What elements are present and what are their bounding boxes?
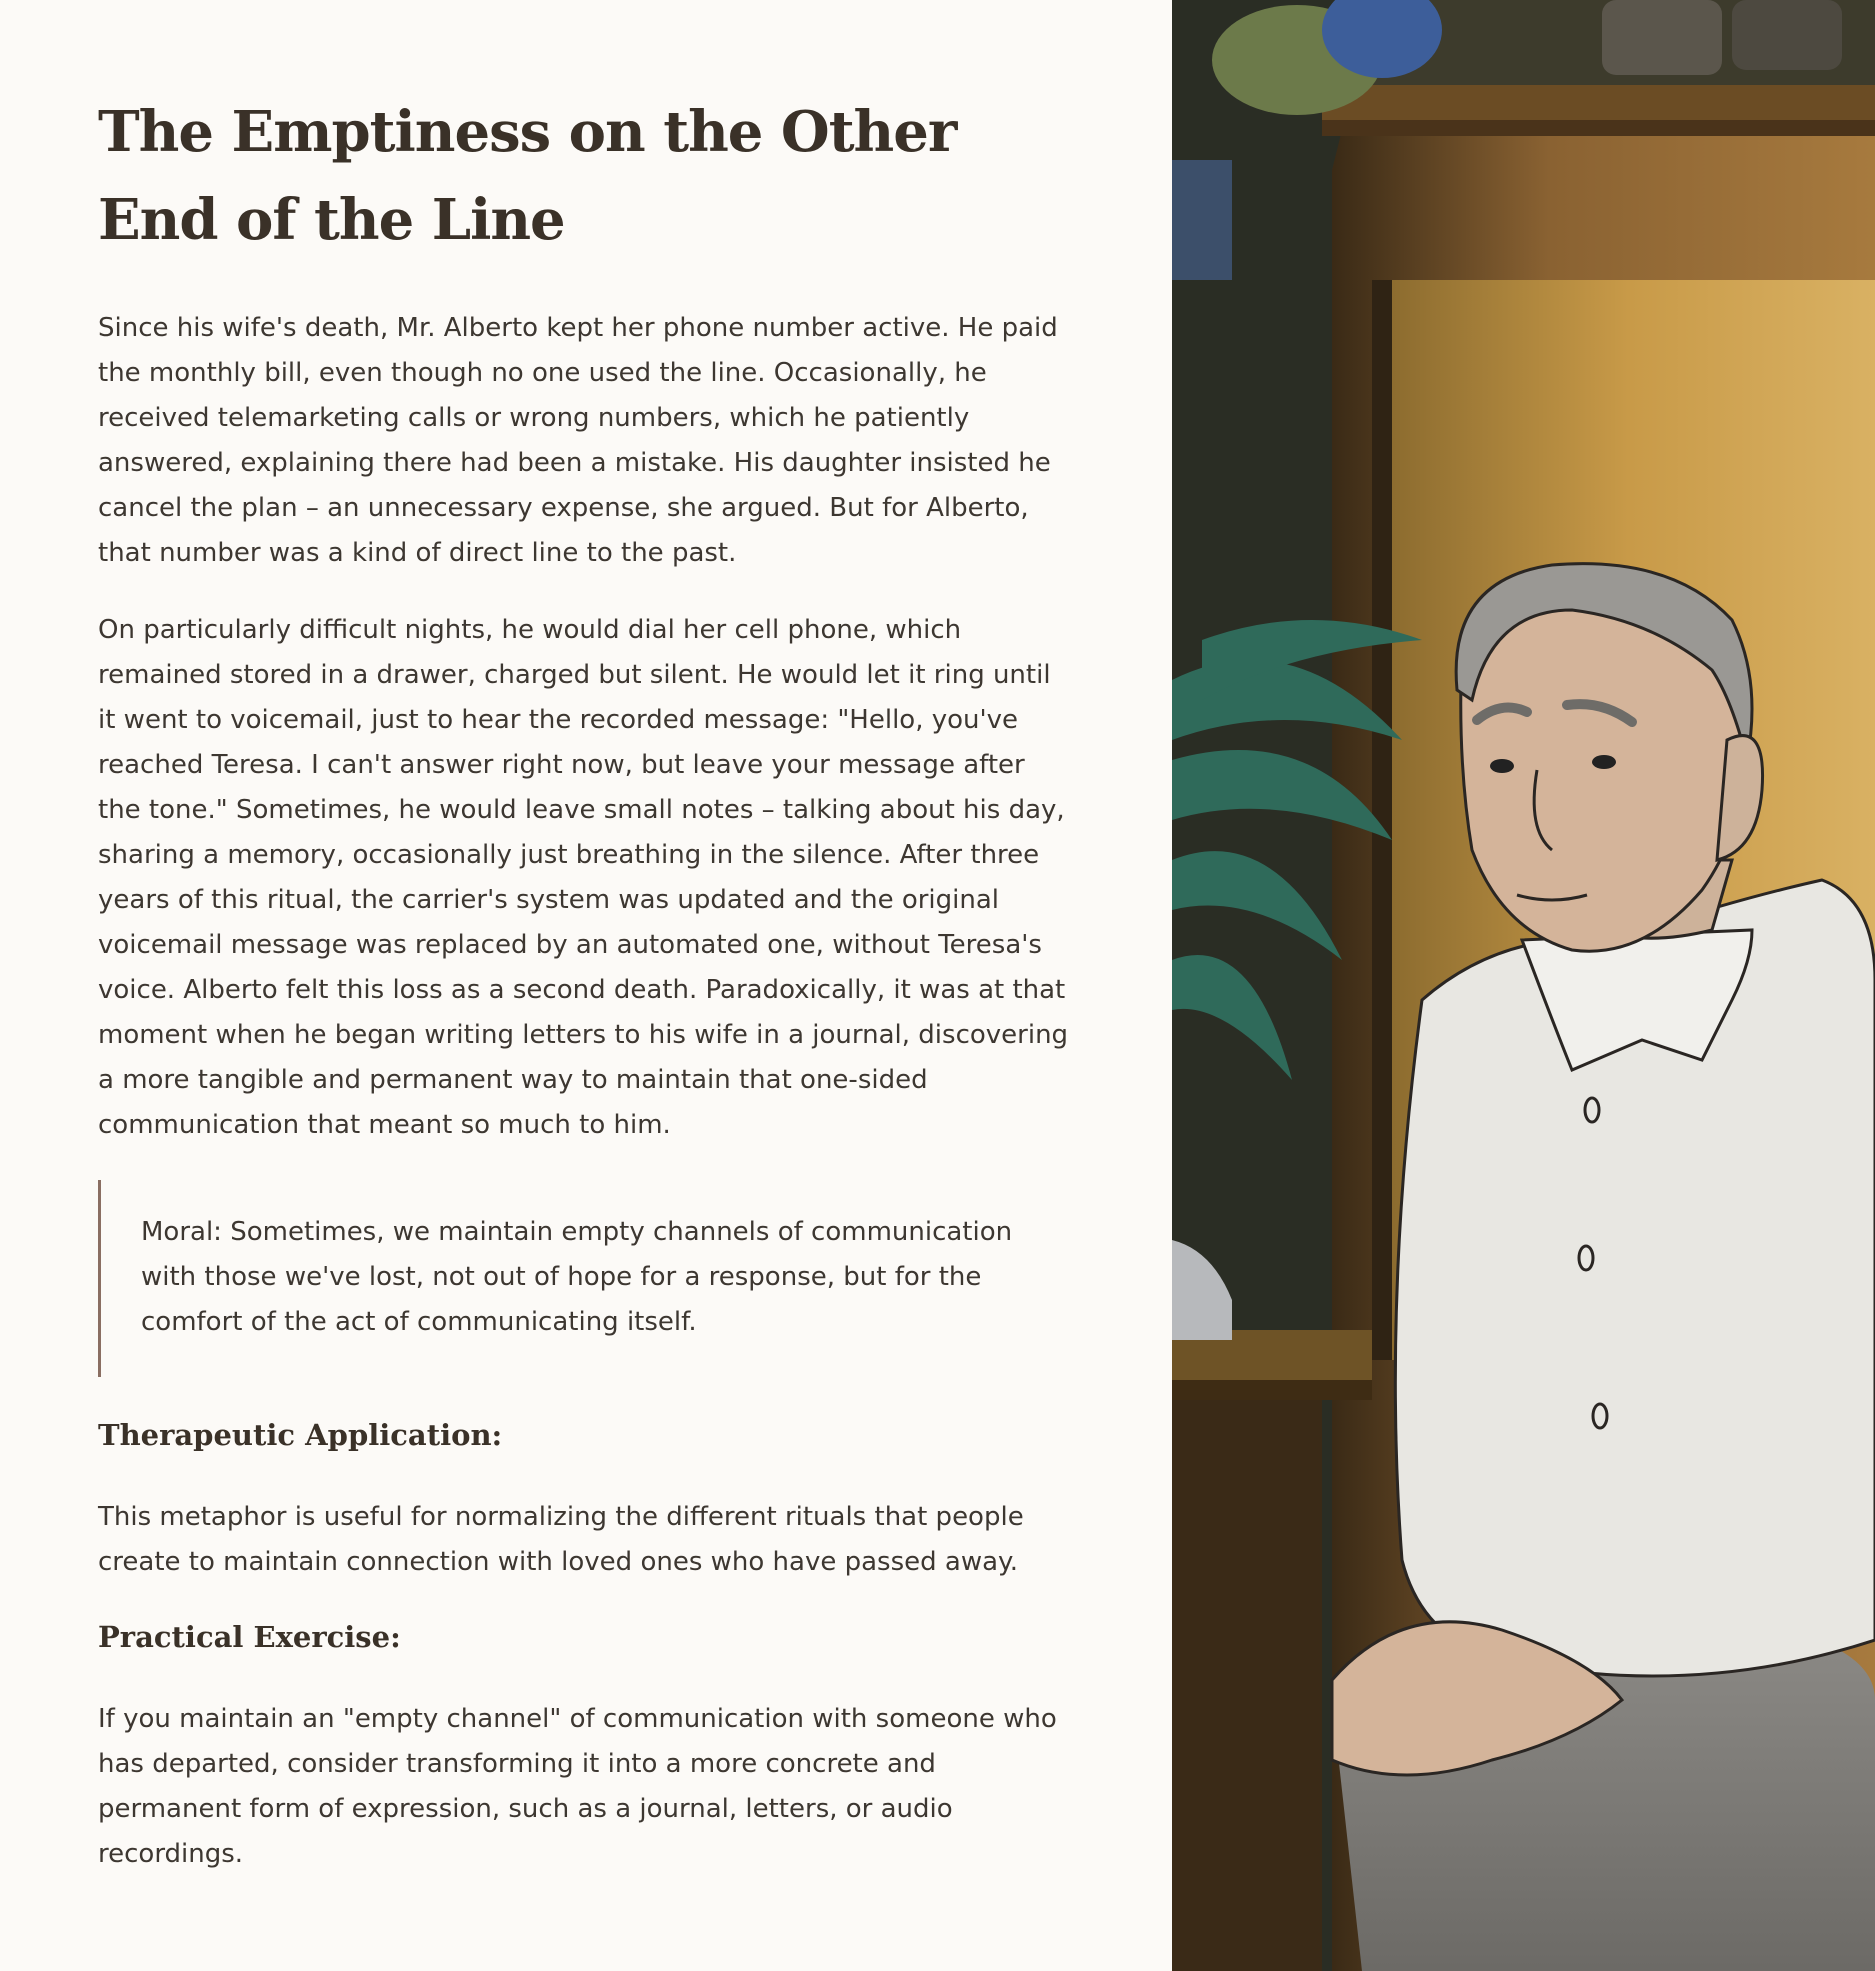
moral-text: Moral: Sometimes, we maintain empty channels of communication with those we've lost, not out of hope for a response, but for the comfort of the act of communicating itself. bbox=[141, 1217, 1013, 1337]
story-paragraph-1: Since his wife's death, Mr. Alberto kept her phone number active. He paid the monthly bill, even though no one used the line. Occasionally, he received telemarketing calls or wrong numbers, which he patiently answered, explaining there had been a mistake. His daughter insisted he cancel the plan – an unnecessary expense, she argued. But for Alberto, that number was a kind of direct line to the past. bbox=[98, 313, 1058, 568]
moral-quote bbox=[98, 1180, 1074, 1377]
story-paragraph-2: On particularly difficult nights, he would dial her cell phone, which remained stored in a drawer, charged but silent. He would let it ring until it went to voicemail, just to hear the recorded message: "Hello, you've reached Teresa. I can't answer right now, but leave your message after the tone." Sometimes, he would leave small notes – talking about his day, sharing a memory, occasionally just breathing in the silence. After three years of this ritual, the carrier's system was updated and the original voicemail message was replaced by an automated one, without Teresa's voice. Alberto felt this loss as a second death. Paradoxically, it was at that moment when he began writing letters to his wife in a journal, discovering a more tangible and permanent way to maintain that one-sided communication that meant so much to him. bbox=[98, 615, 1069, 1140]
illustration-panel bbox=[1172, 0, 1875, 1971]
exercise-text: If you maintain an "empty channel" of communication with someone who has departed, consider transforming it into a more concrete and permanent form of expression, such as a journal, letters, or audio recordings. bbox=[98, 1704, 1057, 1869]
elderly-man-illustration bbox=[1172, 0, 1875, 1971]
therapeutic-heading: Therapeutic Application: bbox=[98, 1418, 503, 1452]
therapeutic-text: This metaphor is useful for normalizing the different rituals that people create to maintain connection with loved ones who have passed away. bbox=[98, 1502, 1024, 1577]
exercise-heading: Practical Exercise: bbox=[98, 1620, 401, 1654]
article-title: The Emptiness on the Other End of the Line bbox=[98, 99, 957, 253]
